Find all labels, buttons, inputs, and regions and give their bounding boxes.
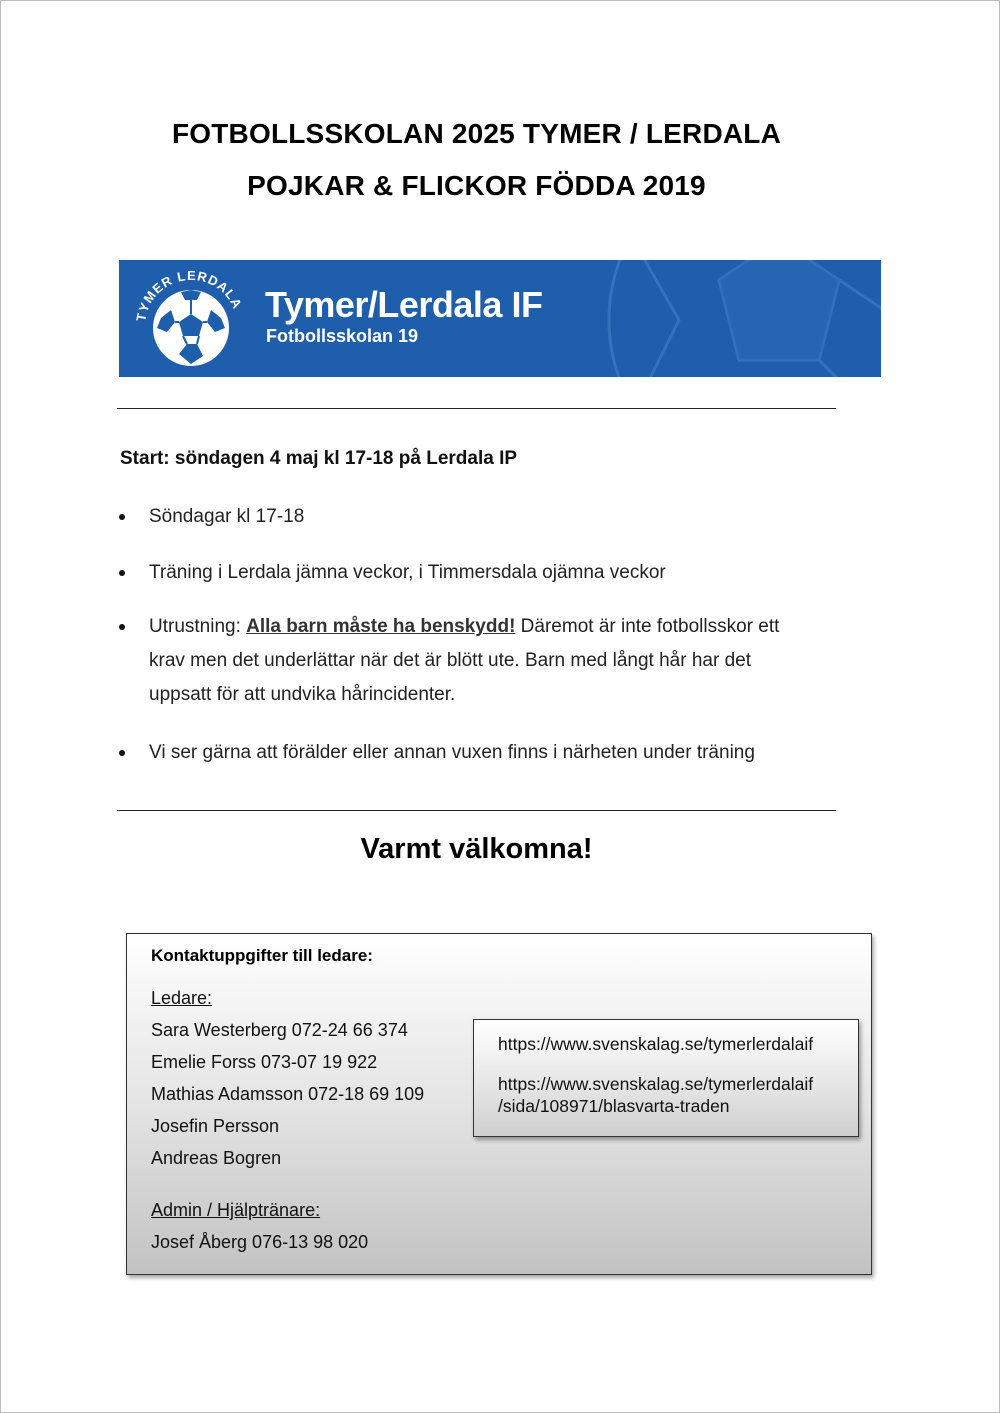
- banner-title: Tymer/Lerdala IF: [265, 284, 543, 325]
- admin-label: Admin / Hjälptränare:: [151, 1200, 321, 1220]
- club-logo-icon: [127, 264, 245, 374]
- logo-arc-text: TYMER LERDALA: [133, 267, 245, 323]
- equipment-line2: krav men det underlättar när det är blött ute. Barn med långt hår har det: [149, 650, 752, 671]
- equipment-prefix: Utrustning:: [149, 616, 247, 637]
- bullet-dot-icon: [119, 570, 125, 576]
- equipment-line1-rest: Däremot är inte fotbollsskor ett: [515, 616, 780, 637]
- bullet-text: Vi ser gärna att förälder eller annan vuxen finns i närheten under träning: [149, 742, 755, 763]
- leader-contact: Josefin Persson: [151, 1116, 280, 1136]
- bullet-dot-icon: [119, 624, 125, 630]
- shin-guard-requirement: Alla barn måste ha benskydd!: [246, 616, 516, 637]
- contact-heading: Kontaktuppgifter till ledare:: [151, 946, 373, 965]
- leader-contact: Emelie Forss 073-07 19 922: [151, 1052, 378, 1072]
- welcome-heading: Varmt välkomna!: [360, 833, 593, 865]
- leader-contact: Mathias Adamsson 072-18 69 109: [151, 1084, 425, 1104]
- divider-top: [117, 408, 836, 409]
- start-info: Start: söndagen 4 maj kl 17-18 på Lerdala IP: [120, 448, 518, 469]
- club-banner: [119, 260, 881, 377]
- club-page-link[interactable]: [498, 1073, 813, 1117]
- banner-subtitle: Fotbollsskolan 19: [266, 326, 419, 346]
- contact-box: [126, 933, 872, 1275]
- equipment-line3: uppsatt för att undvika hårincidenter.: [149, 684, 456, 705]
- bullet-item: [118, 736, 849, 770]
- admin-contact: Josef Åberg 076-13 98 020: [151, 1232, 369, 1252]
- leader-contact: Andreas Bogren: [151, 1148, 282, 1168]
- club-page-link-line1[interactable]: https://www.svenskalag.se/tymerlerdalaif: [498, 1074, 814, 1094]
- bullet-text: Söndagar kl 17-18: [149, 506, 305, 527]
- bullet-text: Träning i Lerdala jämna veckor, i Timmersdala ojämna veckor: [149, 562, 666, 583]
- leaders-label: Ledare:: [151, 988, 213, 1008]
- bullet-dot-icon: [119, 514, 125, 520]
- bullet-dot-icon: [119, 750, 125, 756]
- bullet-item: [118, 500, 304, 534]
- bullet-item-equipment: [118, 610, 839, 712]
- links-box: [473, 1019, 859, 1137]
- page-title: FOTBOLLSSKOLAN 2025 TYMER / LERDALA: [171, 118, 782, 149]
- page-subtitle: POJKAR & FLICKOR FÖDDA 2019: [247, 170, 706, 201]
- divider-bottom: [117, 810, 836, 811]
- club-page-link-line2[interactable]: /sida/108971/blasvarta-traden: [498, 1096, 730, 1116]
- bullet-item: [118, 556, 666, 590]
- leader-contact: Sara Westerberg 072-24 66 374: [151, 1020, 408, 1040]
- club-website-link[interactable]: https://www.svenskalag.se/tymerlerdalaif: [498, 1034, 814, 1054]
